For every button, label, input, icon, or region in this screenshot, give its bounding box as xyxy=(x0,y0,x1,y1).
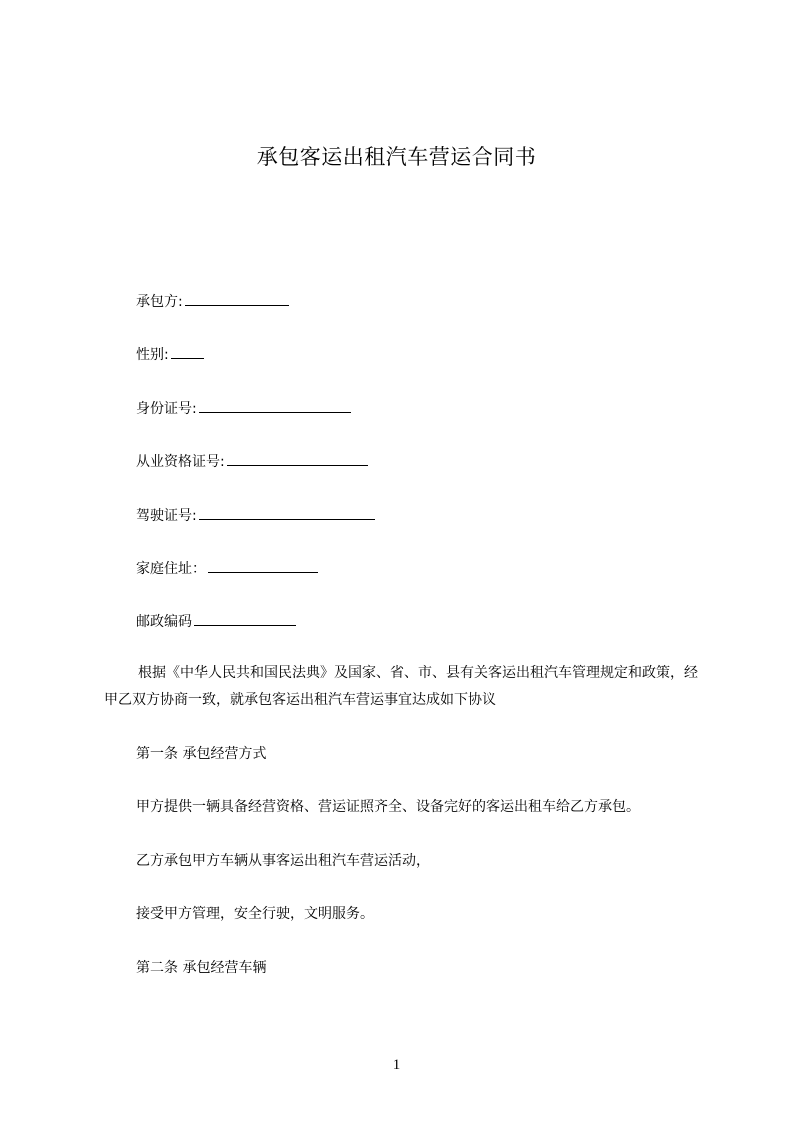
article-2-heading: 第二条 承包经营车辆 xyxy=(136,960,267,976)
fill-in-blank xyxy=(208,558,318,573)
field-label: 邮政编码 xyxy=(136,614,192,630)
field-license-number xyxy=(136,505,375,526)
field-qualification-number xyxy=(136,451,368,472)
field-label: 驾驶证号: xyxy=(136,508,197,524)
field-postal-code xyxy=(136,611,296,632)
page-number: 1 xyxy=(392,1057,401,1073)
fill-in-blank xyxy=(199,398,351,413)
field-label: 身份证号: xyxy=(136,401,197,417)
field-contractor xyxy=(136,291,289,312)
field-label: 性别: xyxy=(136,347,169,363)
fill-in-blank xyxy=(199,505,375,520)
field-id-number xyxy=(136,398,351,419)
fill-in-blank xyxy=(194,611,296,626)
field-gender xyxy=(136,344,204,365)
fill-in-blank xyxy=(185,291,289,306)
intro-paragraph: 根据《中华人民共和国民法典》及国家、省、市、县有关客运出租汽车管理规定和政策，经甲乙双方协商一致，就承包客运出租汽车营运事宜达成如下协议 xyxy=(104,665,698,708)
article-1-paragraph-3: 接受甲方管理，安全行驶，文明服务。 xyxy=(136,906,374,922)
field-label: 家庭住址： xyxy=(136,561,206,577)
field-label: 承包方: xyxy=(136,294,183,310)
document-title: 承包客运出租汽车营运合同书 xyxy=(256,145,537,169)
article-1-paragraph-2: 乙方承包甲方车辆从事客运出租汽车营运活动， xyxy=(136,853,430,869)
fill-in-blank xyxy=(171,344,204,359)
fill-in-blank xyxy=(227,451,368,466)
field-label: 从业资格证号: xyxy=(136,454,225,470)
article-1-heading: 第一条 承包经营方式 xyxy=(136,746,267,762)
field-home-address xyxy=(136,558,318,579)
article-1-paragraph-1: 甲方提供一辆具备经营资格、营运证照齐全、设备完好的客运出租车给乙方承包。 xyxy=(136,799,640,815)
